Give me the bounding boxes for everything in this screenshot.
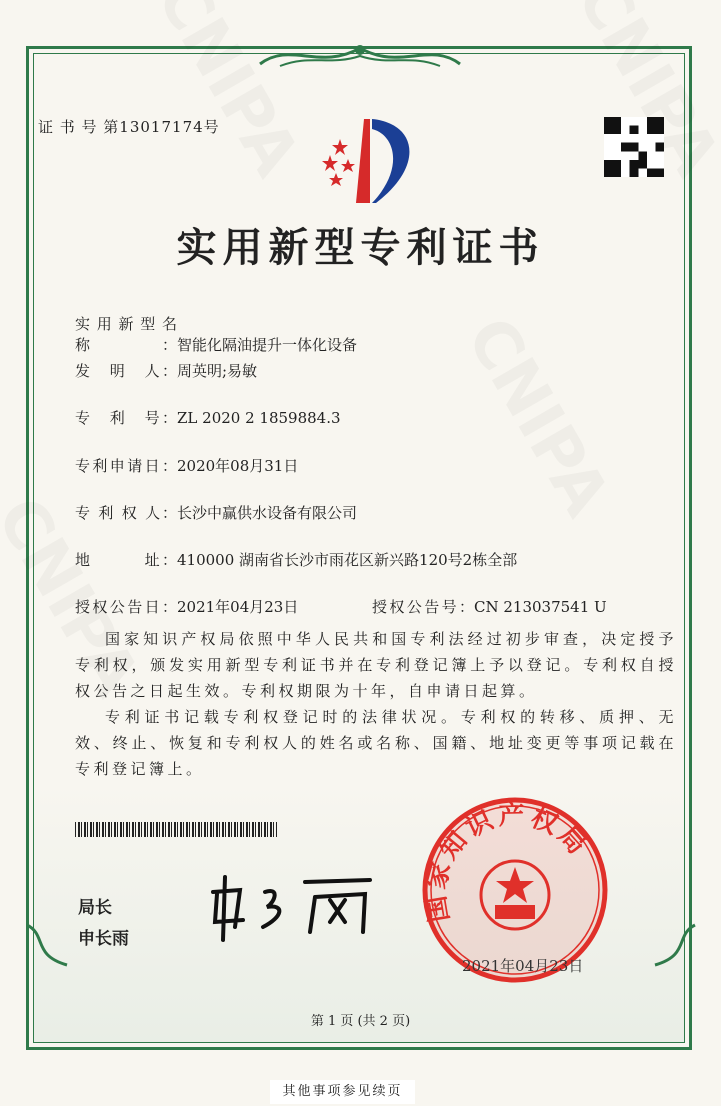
seal-date: 2021年04月23日 xyxy=(462,957,584,975)
statement-paragraph-1: 国家知识产权局依照中华人民共和国专利法经过初步审查，决定授予专利权，颁发实用新型专利证书并在专利登记簿上予以登记。专利权自授权公告之日起生效。专利权期限为十年，自申请日起算。 xyxy=(75,630,677,700)
field-label: 实用新型名称： xyxy=(75,315,177,354)
field-grant-pub-number xyxy=(372,596,607,617)
corner-ornament-left xyxy=(22,920,72,970)
field-label: 授权公告日： xyxy=(75,598,177,616)
certificate-title: 实用新型专利证书 xyxy=(176,224,545,271)
field-address xyxy=(75,549,517,570)
director-name: 申长雨 xyxy=(78,929,129,949)
field-label: 地 址： xyxy=(75,551,177,569)
statement-paragraph-2: 专利证书记载专利权登记时的法律状况。专利权的转移、质押、无效、终止、恢复和专利权人的姓名或名称、国籍、地址变更等事项记载在专利登记簿上。 xyxy=(75,708,677,778)
field-value: 2020年08月31日 xyxy=(177,457,299,475)
qr-code xyxy=(604,117,664,177)
field-inventor xyxy=(75,360,257,381)
field-value: 周英明;易敏 xyxy=(177,362,258,380)
field-label: 发 明 人： xyxy=(75,362,177,380)
page-indicator: 第 1 页 (共 2 页) xyxy=(310,1014,411,1029)
barcode xyxy=(75,822,277,837)
field-value: ZL 2020 2 1859884.3 xyxy=(177,409,341,427)
field-patentee xyxy=(75,502,357,523)
field-value: 长沙中赢供水设备有限公司 xyxy=(177,504,358,522)
continuation-note: 其他事项参见续页 xyxy=(270,1080,415,1104)
certificate-number: 证 书 号 第13017174号 xyxy=(38,118,220,136)
field-patent-number xyxy=(75,407,341,428)
field-label: 专利申请日： xyxy=(75,457,177,475)
field-application-date xyxy=(75,455,298,476)
field-label: 专 利 号： xyxy=(75,409,177,427)
field-value: CN 213037541 U xyxy=(474,598,607,616)
top-ornament xyxy=(250,36,470,76)
field-value: 智能化隔油提升一体化设备 xyxy=(177,336,358,354)
corner-ornament-right xyxy=(650,920,700,970)
cnipa-logo xyxy=(316,115,426,207)
seal-text: 国家知识产权局 xyxy=(420,800,595,925)
field-label: 授权公告号： xyxy=(372,598,474,616)
field-value: 2021年04月23日 xyxy=(177,598,299,616)
director-title: 局长 xyxy=(78,898,112,918)
field-grant-date xyxy=(75,596,298,617)
field-utility-model-name xyxy=(75,313,357,355)
field-value: 410000 湖南省长沙市雨花区新兴路120号2栋全部 xyxy=(177,551,518,569)
field-label: 专 利 权 人： xyxy=(75,504,177,522)
director-signature xyxy=(205,872,380,942)
